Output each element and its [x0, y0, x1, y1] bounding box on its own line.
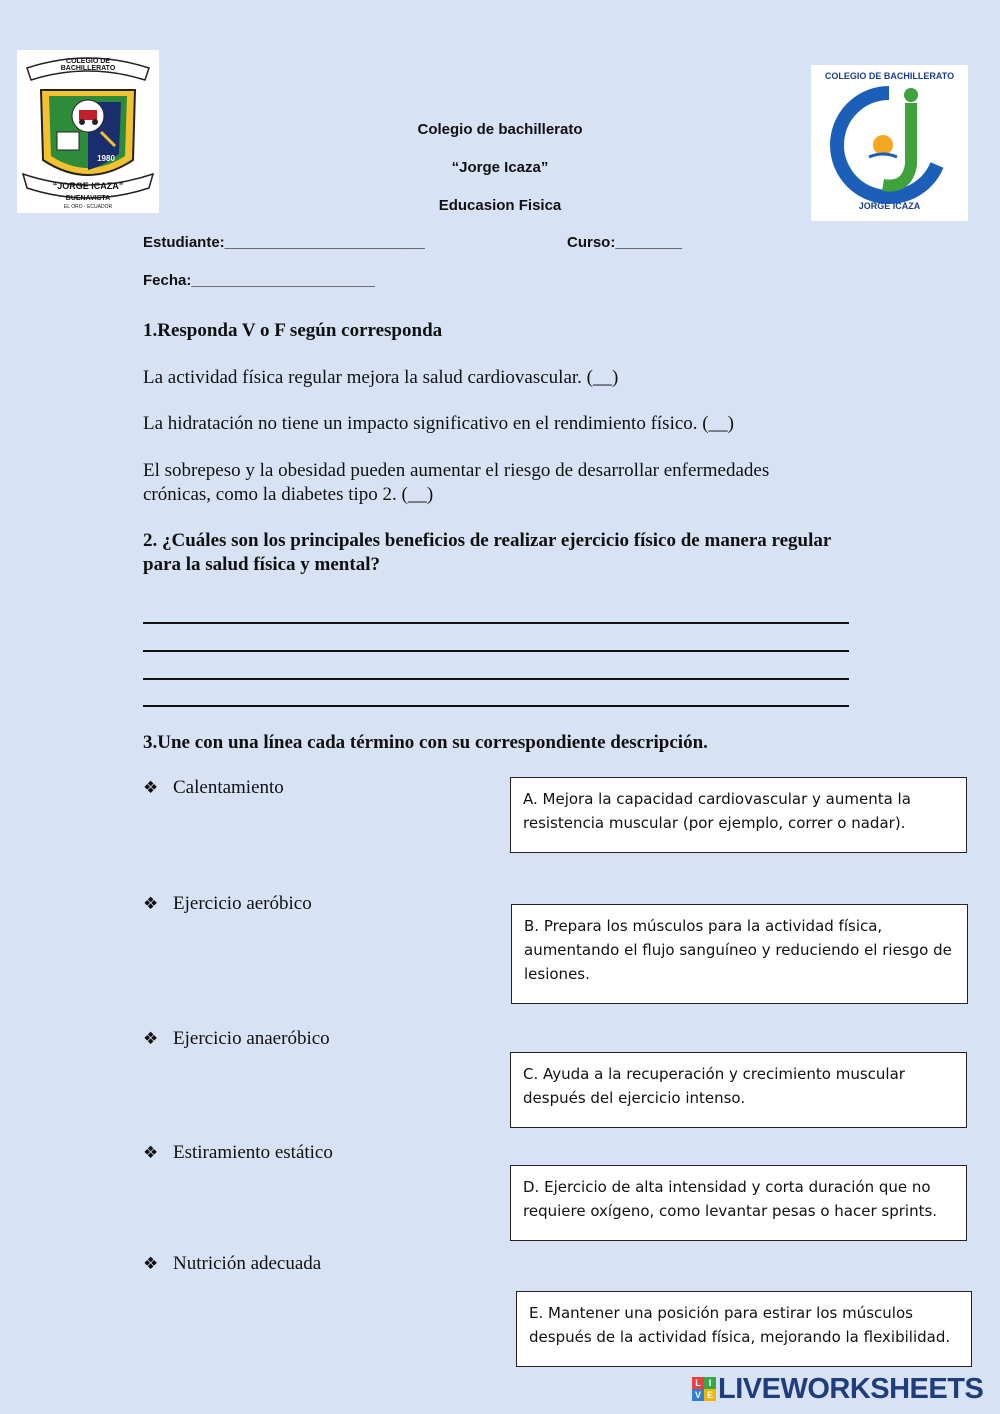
crest-year: 1980	[97, 154, 115, 163]
term-item[interactable]	[143, 777, 284, 799]
circle-logo-arc-top: COLEGIO DE BACHILLERATO	[824, 71, 955, 81]
liveworksheets-badge	[692, 1377, 716, 1401]
term-item[interactable]	[143, 1253, 321, 1275]
statement-1: La actividad física regular mejora la salud cardiovascular. (__)	[143, 367, 619, 388]
answer-line-3[interactable]	[143, 678, 849, 680]
crest-ribbon-bottom: “JORGE ICAZA”	[52, 181, 124, 191]
statement-3: El sobrepeso y la obesidad pueden aumentar el riesgo de desarrollar enfermedades crónicas, como la diabetes tipo 2. (__)	[143, 460, 770, 505]
description-box-d[interactable]: D. Ejercicio de alta intensidad y corta duración que no requiere oxígeno, como levantar pesas o hacer sprints.	[510, 1165, 967, 1241]
crest-city: BUENAVISTA	[65, 195, 111, 202]
subject-title: Educasion Fisica	[438, 197, 562, 214]
badge-letter: L	[692, 1377, 704, 1389]
description-box-c[interactable]: C. Ayuda a la recuperación y crecimiento muscular después del ejercicio intenso.	[510, 1052, 967, 1128]
term-label: Ejercicio aeróbico	[173, 893, 312, 914]
course-field[interactable]: Curso:________	[567, 234, 683, 251]
badge-letter: V	[692, 1389, 704, 1401]
school-line: Colegio de bachillerato	[417, 121, 583, 138]
section2-title: 2. ¿Cuáles son los principales beneficios de realizar ejercicio físico de manera regular para la salud física y mental?	[143, 530, 831, 575]
answer-line-2[interactable]	[143, 650, 849, 652]
term-label: Calentamiento	[173, 777, 284, 798]
badge-letter: E	[704, 1389, 716, 1401]
term-label: Ejercicio anaeróbico	[173, 1028, 330, 1049]
term-label: Estiramiento estático	[173, 1142, 333, 1163]
description-box-a[interactable]: A. Mejora la capacidad cardiovascular y aumenta la resistencia muscular (por ejemplo, correr o nadar).	[510, 777, 967, 853]
student-field[interactable]: Estudiante:________________________	[143, 234, 425, 251]
crest-ribbon-top: COLEGIO DE BACHILLERATO	[60, 58, 116, 72]
diamond-bullet-icon: ❖	[143, 1029, 159, 1049]
date-field[interactable]: Fecha:______________________	[143, 272, 375, 289]
diamond-bullet-icon: ❖	[143, 894, 159, 914]
section3-title: 3.Une con una línea cada término con su correspondiente descripción.	[143, 732, 708, 753]
statement-2: La hidratación no tiene un impacto significativo en el rendimiento físico. (__)	[143, 413, 734, 434]
school-name: “Jorge Icaza”	[451, 159, 549, 176]
section1-title: 1.Responda V o F según corresponda	[143, 320, 443, 341]
description-box-e[interactable]: E. Mantener una posición para estirar los músculos después de la actividad física, mejorando la flexibilidad.	[516, 1291, 972, 1367]
answer-line-4[interactable]	[143, 705, 849, 707]
answer-line-1[interactable]	[143, 622, 849, 624]
badge-letter: I	[704, 1377, 716, 1389]
diamond-bullet-icon: ❖	[143, 778, 159, 798]
circle-logo-arc-bottom: JORGE ICAZA	[858, 201, 921, 211]
term-item[interactable]	[143, 893, 312, 915]
crest-region: EL ORO - ECUADOR	[63, 204, 113, 210]
diamond-bullet-icon: ❖	[143, 1254, 159, 1274]
term-label: Nutrición adecuada	[173, 1253, 322, 1274]
term-item[interactable]	[143, 1028, 330, 1050]
liveworksheets-brand: LIVEWORKSHEETS	[718, 1373, 984, 1405]
description-box-b[interactable]: B. Prepara los músculos para la actividad física, aumentando el flujo sanguíneo y reduciendo el riesgo de lesiones.	[511, 904, 968, 1004]
diamond-bullet-icon: ❖	[143, 1143, 159, 1163]
term-item[interactable]	[143, 1142, 333, 1164]
